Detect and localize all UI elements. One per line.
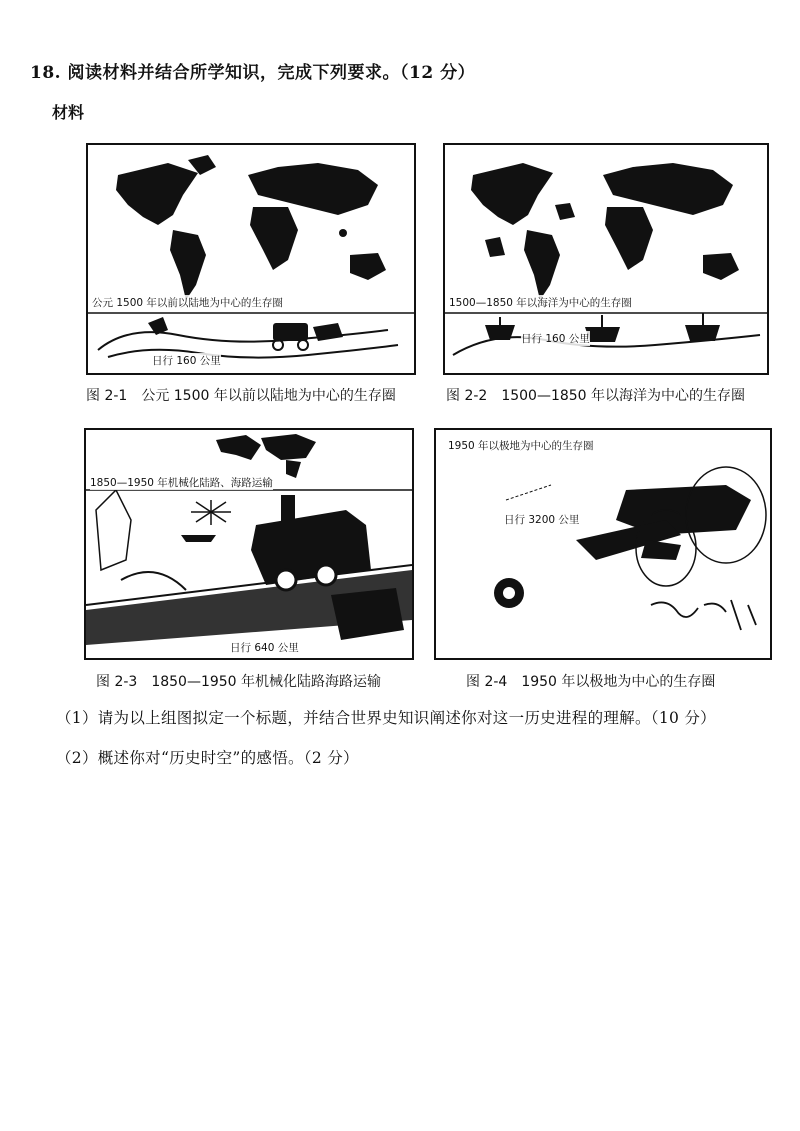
figure-2-1-image bbox=[86, 143, 416, 375]
figure-2-3-caption: 图 2-3 1850—1950 年机械化陆路海路运输 bbox=[96, 674, 382, 690]
figure-2-4-label: 1950 年以极地为中心的生存圈 bbox=[448, 440, 594, 452]
question-title: 18. 阅读材料并结合所学知识，完成下列要求。（12 分） bbox=[30, 63, 476, 83]
sub-question-2: （2）概述你对“历史时空”的感悟。（2 分） bbox=[56, 749, 359, 767]
figure-2-1-speed: 日行 160 公里 bbox=[152, 355, 221, 367]
figure-2-2-caption: 图 2-2 1500—1850 年以海洋为中心的生存圈 bbox=[446, 388, 746, 404]
figure-2-1-label: 公元 1500 年以前以陆地为中心的生存圈 bbox=[92, 297, 283, 309]
figure-2-1-caption: 图 2-1 公元 1500 年以前以陆地为中心的生存圈 bbox=[86, 388, 396, 404]
figure-2-4-image bbox=[434, 428, 772, 660]
figure-2-2-image bbox=[443, 143, 769, 375]
figure-2-3-image bbox=[84, 428, 414, 660]
train-and-ship-illustration bbox=[86, 430, 412, 658]
figure-2-2-speed: 日行 160 公里 bbox=[521, 333, 590, 345]
figure-2-4-speed: 日行 3200 公里 bbox=[504, 514, 580, 526]
figure-2-4-caption: 图 2-4 1950 年以极地为中心的生存圈 bbox=[466, 674, 716, 690]
figure-2-3-label: 1850—1950 年机械化陆路、海路运输 bbox=[90, 477, 273, 489]
sub-question-1: （1）请为以上组图拟定一个标题，并结合世界史知识阐述你对这一历史进程的理解。（10 分） bbox=[56, 709, 716, 727]
figure-2-3-speed: 日行 640 公里 bbox=[230, 642, 299, 654]
world-map-land-illustration bbox=[88, 145, 414, 373]
figure-2-2-label: 1500—1850 年以海洋为中心的生存圈 bbox=[449, 297, 632, 309]
world-map-ocean-illustration bbox=[445, 145, 767, 373]
airplane-illustration bbox=[436, 430, 770, 658]
material-label: 材料 bbox=[52, 103, 85, 122]
